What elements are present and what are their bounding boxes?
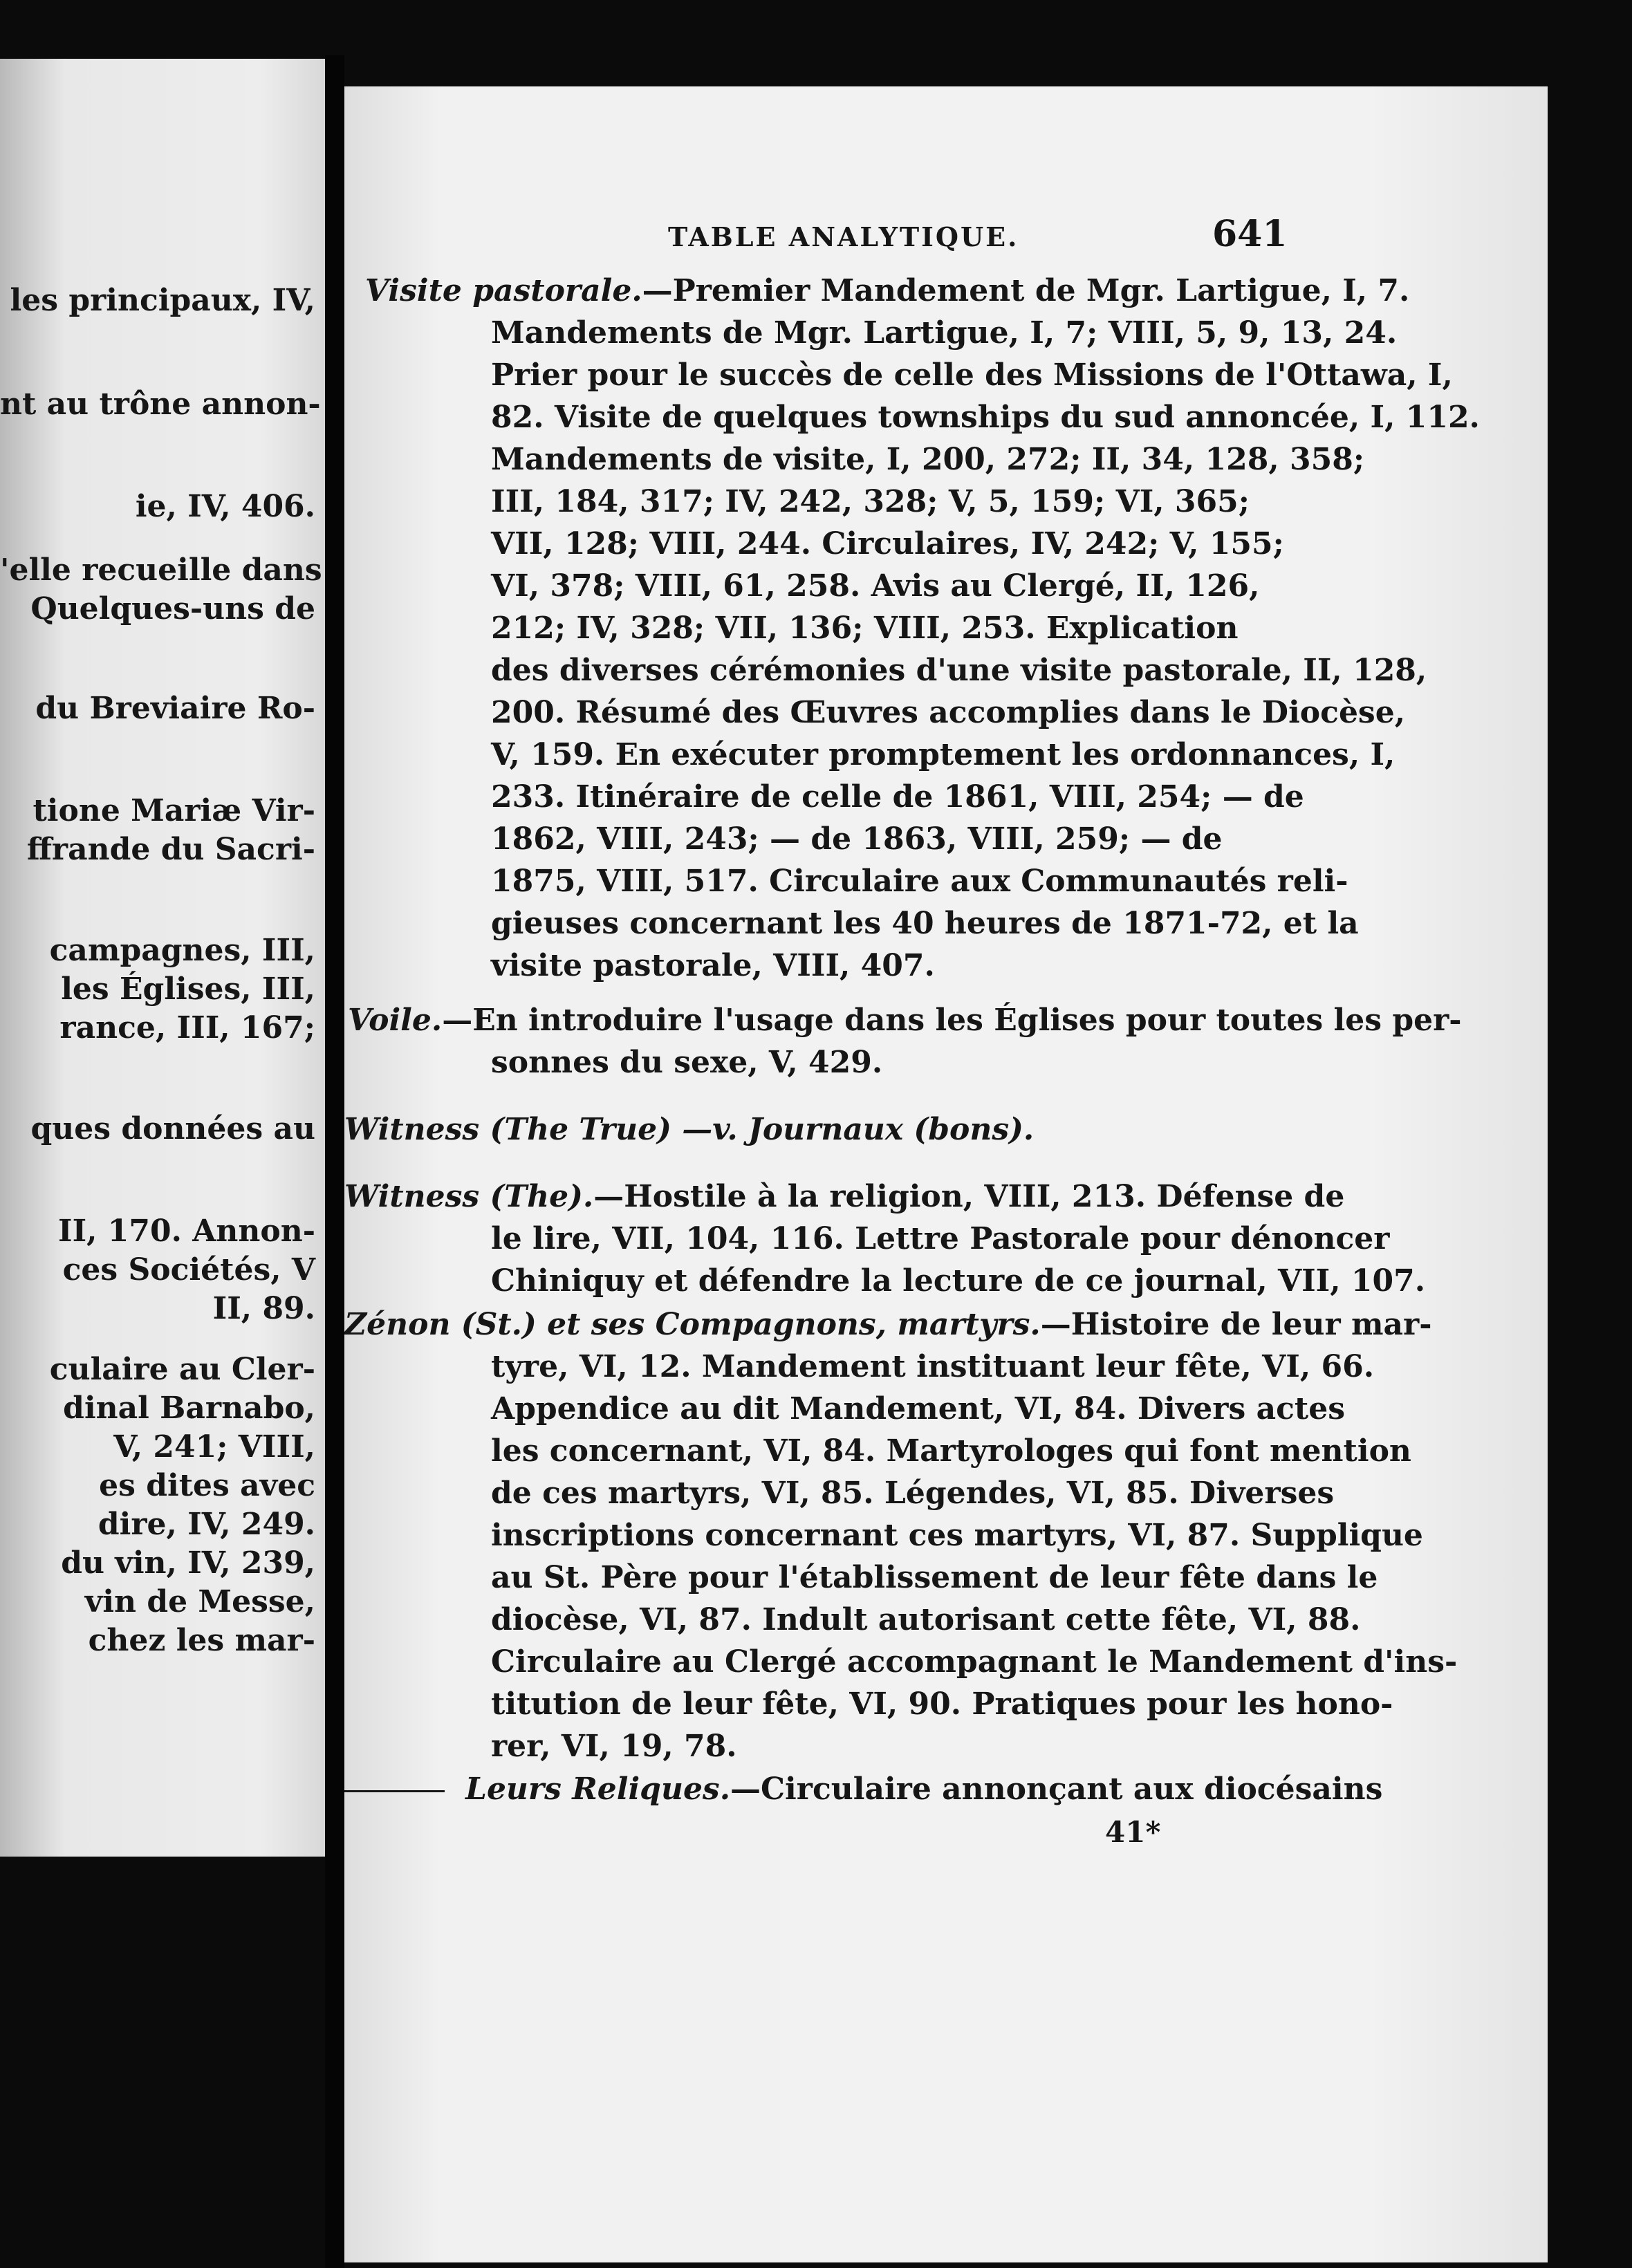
entry-line: le lire, VII, 104, 116. Lettre Pastorale pour dénoncer bbox=[491, 1221, 1390, 1256]
entry-line: Mandements de visite, I, 200, 272; II, 34, 128, 358; bbox=[491, 442, 1365, 477]
entry-first-line bbox=[344, 1175, 1344, 1218]
right-page bbox=[344, 86, 1548, 2262]
entry-term: Visite pastorale. bbox=[365, 273, 642, 308]
left-page-line: culaire au Cler- bbox=[49, 1352, 315, 1387]
left-page-line: nt au trône annon- bbox=[0, 387, 321, 422]
entry-first-line bbox=[344, 1768, 1382, 1810]
left-page-line: Quelques-uns de bbox=[30, 591, 315, 626]
left-page-line: II, 170. Annon- bbox=[57, 1214, 315, 1249]
entry-line: inscriptions concernant ces martyrs, VI, 87. Supplique bbox=[491, 1518, 1423, 1553]
left-page-line: es dites avec bbox=[99, 1468, 315, 1503]
left-page-line: ques données au bbox=[30, 1111, 315, 1146]
entry-line: V, 159. En exécuter promptement les ordonnances, I, bbox=[491, 737, 1395, 772]
entry-line: 82. Visite de quelques townships du sud annoncée, I, 112. bbox=[491, 400, 1480, 435]
entry-line: diocèse, VI, 87. Indult autorisant cette fête, VI, 88. bbox=[491, 1602, 1361, 1637]
left-page-line: dire, IV, 249. bbox=[98, 1507, 315, 1542]
left-page-line: ffrande du Sacri- bbox=[26, 832, 315, 867]
left-page-line: ces Sociétés, V bbox=[62, 1252, 315, 1288]
left-page-line: dinal Barnabo, bbox=[63, 1391, 315, 1426]
ditto-dash bbox=[344, 1790, 445, 1792]
left-page-line: rance, III, 167; bbox=[59, 1010, 315, 1045]
entry-line: 1875, VIII, 517. Circulaire aux Communautés reli- bbox=[491, 864, 1348, 899]
left-page-line: les principaux, IV, bbox=[10, 283, 315, 318]
entry-term: Witness (The). bbox=[344, 1179, 594, 1214]
entry-line: Prier pour le succès de celle des Missions de l'Ottawa, I, bbox=[491, 357, 1453, 393]
entry-line: 233. Itinéraire de celle de 1861, VIII, 254; — de bbox=[491, 779, 1304, 815]
left-page-line: tione Mariæ Vir- bbox=[33, 793, 315, 828]
running-head: TABLE ANALYTIQUE. bbox=[668, 221, 1019, 252]
entry-line: titution de leur fête, VI, 90. Pratiques pour les hono- bbox=[491, 1686, 1393, 1722]
entry-term: Voile. bbox=[348, 1003, 443, 1038]
page-number: 641 bbox=[1212, 213, 1288, 255]
left-page-line: ie, IV, 406. bbox=[135, 489, 315, 524]
entry-first-line bbox=[348, 999, 1462, 1041]
left-page-line: II, 89. bbox=[212, 1291, 315, 1326]
entry-line: Appendice au dit Mandement, VI, 84. Divers actes bbox=[491, 1391, 1345, 1426]
entry-line: des diverses cérémonies d'une visite pastorale, II, 128, bbox=[491, 653, 1427, 688]
entry-term: Witness (The True) bbox=[344, 1112, 671, 1147]
entry-first-line bbox=[365, 270, 1409, 312]
entry-line: de ces martyrs, VI, 85. Légendes, VI, 85. Diverses bbox=[491, 1476, 1335, 1511]
entry-line: VII, 128; VIII, 244. Circulaires, IV, 242; V, 155; bbox=[491, 526, 1284, 561]
entry-term: Zénon (St.) et ses Compagnons, martyrs. bbox=[344, 1307, 1041, 1342]
left-page-line: chez les mar- bbox=[88, 1623, 315, 1658]
entry-line: Chiniquy et défendre la lecture de ce journal, VII, 107. bbox=[491, 1263, 1426, 1299]
entry-line: tyre, VI, 12. Mandement instituant leur fête, VI, 66. bbox=[491, 1349, 1375, 1384]
entry-text: —Histoire de leur mar- bbox=[1040, 1307, 1432, 1342]
entry-text: —Hostile à la religion, VIII, 213. Défense de bbox=[593, 1179, 1345, 1214]
entry-line: visite pastorale, VIII, 407. bbox=[491, 948, 935, 983]
entry-line: 212; IV, 328; VII, 136; VIII, 253. Explication bbox=[491, 611, 1239, 646]
entry-line: VI, 378; VIII, 61, 258. Avis au Clergé, II, 126, bbox=[491, 568, 1260, 604]
entry-first-line bbox=[344, 1108, 1034, 1151]
page-header bbox=[344, 213, 1548, 263]
left-page-line: vin de Messe, bbox=[84, 1584, 315, 1619]
entry-first-line bbox=[344, 1303, 1431, 1346]
left-page-line: les Églises, III, bbox=[61, 972, 315, 1007]
entry-line: au St. Père pour l'établissement de leur fête dans le bbox=[491, 1560, 1378, 1595]
left-page-line: du Breviaire Ro- bbox=[35, 691, 315, 726]
entry-line: 200. Résumé des Œuvres accomplies dans le Diocèse, bbox=[491, 695, 1406, 730]
left-page-line: V, 241; VIII, bbox=[113, 1429, 315, 1465]
left-page-line: campagnes, III, bbox=[49, 933, 315, 968]
entry-line: 1862, VIII, 243; — de 1863, VIII, 259; — de bbox=[491, 821, 1223, 857]
signature-mark: 41* bbox=[1105, 1815, 1161, 1849]
entry-line: les concernant, VI, 84. Martyrologes qui font mention bbox=[491, 1433, 1411, 1469]
entry-line: Circulaire au Clergé accompagnant le Mandement d'ins- bbox=[491, 1644, 1458, 1680]
entry-line: gieuses concernant les 40 heures de 1871-72, et la bbox=[491, 906, 1359, 941]
page-gutter bbox=[325, 55, 344, 2268]
entry-line: sonnes du sexe, V, 429. bbox=[491, 1045, 883, 1080]
entry-term: Leurs Reliques. bbox=[465, 1772, 731, 1807]
left-page-line: 'elle recueille dans bbox=[0, 552, 322, 588]
entry-line: Mandements de Mgr. Lartigue, I, 7; VIII, 5, 9, 13, 24. bbox=[491, 315, 1398, 351]
entry-text: —Premier Mandement de Mgr. Lartigue, I, 7. bbox=[642, 273, 1410, 308]
entry-text: —En introduire l'usage dans les Églises pour toutes les per- bbox=[442, 1003, 1462, 1038]
entry-text: —v. Journaux (bons). bbox=[671, 1112, 1035, 1147]
entry-line: rer, VI, 19, 78. bbox=[491, 1729, 737, 1764]
entry-text: —Circulaire annonçant aux diocésains bbox=[730, 1772, 1383, 1807]
left-page-line: du vin, IV, 239, bbox=[61, 1545, 315, 1581]
left-page bbox=[0, 59, 325, 1857]
entry-line: III, 184, 317; IV, 242, 328; V, 5, 159; VI, 365; bbox=[491, 484, 1250, 519]
